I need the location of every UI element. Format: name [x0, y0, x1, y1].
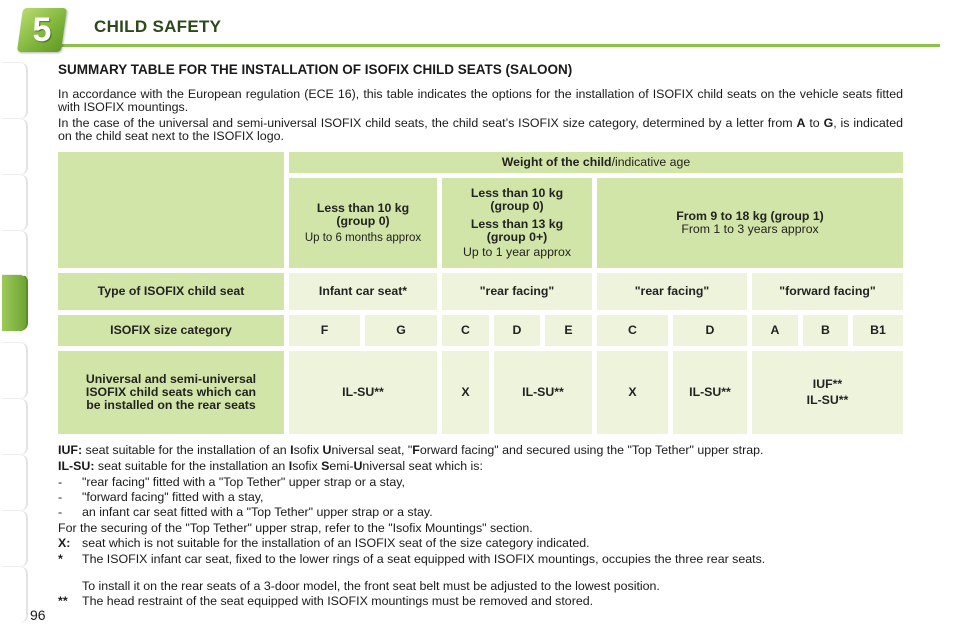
universal-cell: X	[442, 351, 489, 434]
universal-cell: IL-SU**	[494, 351, 592, 434]
type-cell: "rear facing"	[597, 273, 747, 310]
note-tether: For the securing of the "Top Tether" upper strap, refer to the "Isofix Mountings" section.	[58, 521, 533, 535]
size-cell-c2: C	[597, 315, 668, 346]
chapter-tab-1[interactable]	[2, 62, 28, 119]
note-double-star: ** The head restraint of the seat equipped with ISOFIX mountings must be removed and stored.	[58, 594, 594, 608]
type-cell: "rear facing"	[442, 273, 592, 310]
chapter-title: CHILD SAFETY	[94, 17, 222, 36]
size-cell-b: B	[803, 315, 848, 346]
weight-header: Weight of the child/indicative age	[289, 152, 903, 173]
weight-group-0plus-col2: Less than 10 kg (group 0) Less than 13 kg (group 0+) Up to 1 year approx	[442, 178, 592, 268]
note-dash-2: - "forward facing" fitted with a stay,	[58, 490, 264, 504]
size-cell-f: F	[289, 315, 360, 346]
note-x: X: seat which is not suitable for the installation of an ISOFIX seat of the size category indicated.	[58, 536, 590, 550]
chapter-tab-10[interactable]	[2, 566, 28, 623]
intro-paragraph-2: In the case of the universal and semi-universal ISOFIX child seats, the child seat’s ISOFIX size category, determined by a letter from A to G, is indicated on the child seat next to the ISOFIX logo.	[58, 116, 904, 143]
note-star: * The ISOFIX infant car seat, fixed to the lower rings of a seat equipped with ISOFIX mountings, occupies the three rear seats.	[58, 552, 766, 566]
size-cell-e: E	[545, 315, 592, 346]
type-row-label: Type of ISOFIX child seat	[58, 273, 284, 310]
weight-group-0-col1: Less than 10 kg (group 0) Up to 6 months approx	[289, 178, 437, 268]
universal-cell: IL-SU**	[673, 351, 747, 434]
intro-paragraph-1: In accordance with the European regulation (ECE 16), this table indicates the options for the installation of ISOFIX child seats on the vehicle seats fitted with ISOFIX mountings.	[58, 87, 903, 114]
size-cell-a: A	[752, 315, 798, 346]
weight-group-1-col3: From 9 to 18 kg (group 1) From 1 to 3 years approx	[597, 178, 903, 268]
universal-row-label: Universal and semi-universal ISOFIX child seats which can be installed on the rear seats	[58, 351, 284, 434]
chapter-tab-9[interactable]	[2, 510, 28, 567]
size-cell-b1: B1	[853, 315, 903, 346]
size-cell-g: G	[365, 315, 437, 346]
universal-cell: IL-SU**	[289, 351, 437, 434]
note-dash-3: - an infant car seat fitted with a "Top Tether" upper strap or a stay.	[58, 505, 433, 519]
chapter-tabs	[0, 62, 30, 622]
size-row-label: ISOFIX size category	[58, 315, 284, 346]
table-corner	[58, 152, 284, 268]
size-cell-d: D	[494, 315, 540, 346]
note-ilsu: IL-SU: seat suitable for the installation an Isofix Semi-Universal seat which is:	[58, 459, 483, 473]
type-cell: "forward facing"	[752, 273, 903, 310]
page-number: 96	[30, 607, 46, 623]
note-iuf: IUF: seat suitable for the installation of an Isofix Universal seat, "Forward facing" and secured using the "Top Tether" upper strap.	[58, 443, 764, 457]
chapter-tab-6[interactable]	[2, 342, 28, 399]
size-cell-c: C	[442, 315, 489, 346]
section-title: SUMMARY TABLE FOR THE INSTALLATION OF ISOFIX CHILD SEATS (SALOON)	[58, 62, 573, 77]
chapter-tab-5-active[interactable]	[2, 274, 28, 331]
type-cell: Infant car seat*	[289, 273, 437, 310]
note-dash-1: - "rear facing" fitted with a "Top Tether" upper strap or a stay,	[58, 475, 405, 489]
chapter-tab-3[interactable]	[2, 174, 28, 231]
header-rule	[60, 44, 940, 47]
chapter-number: 5	[32, 10, 52, 49]
chapter-tab-7[interactable]	[2, 398, 28, 455]
universal-cell-forward: IUF** IL-SU**	[752, 351, 903, 434]
chapter-tab-8[interactable]	[2, 454, 28, 511]
size-cell-d2: D	[673, 315, 747, 346]
chapter-tab-2[interactable]	[2, 118, 28, 175]
universal-cell: X	[597, 351, 668, 434]
